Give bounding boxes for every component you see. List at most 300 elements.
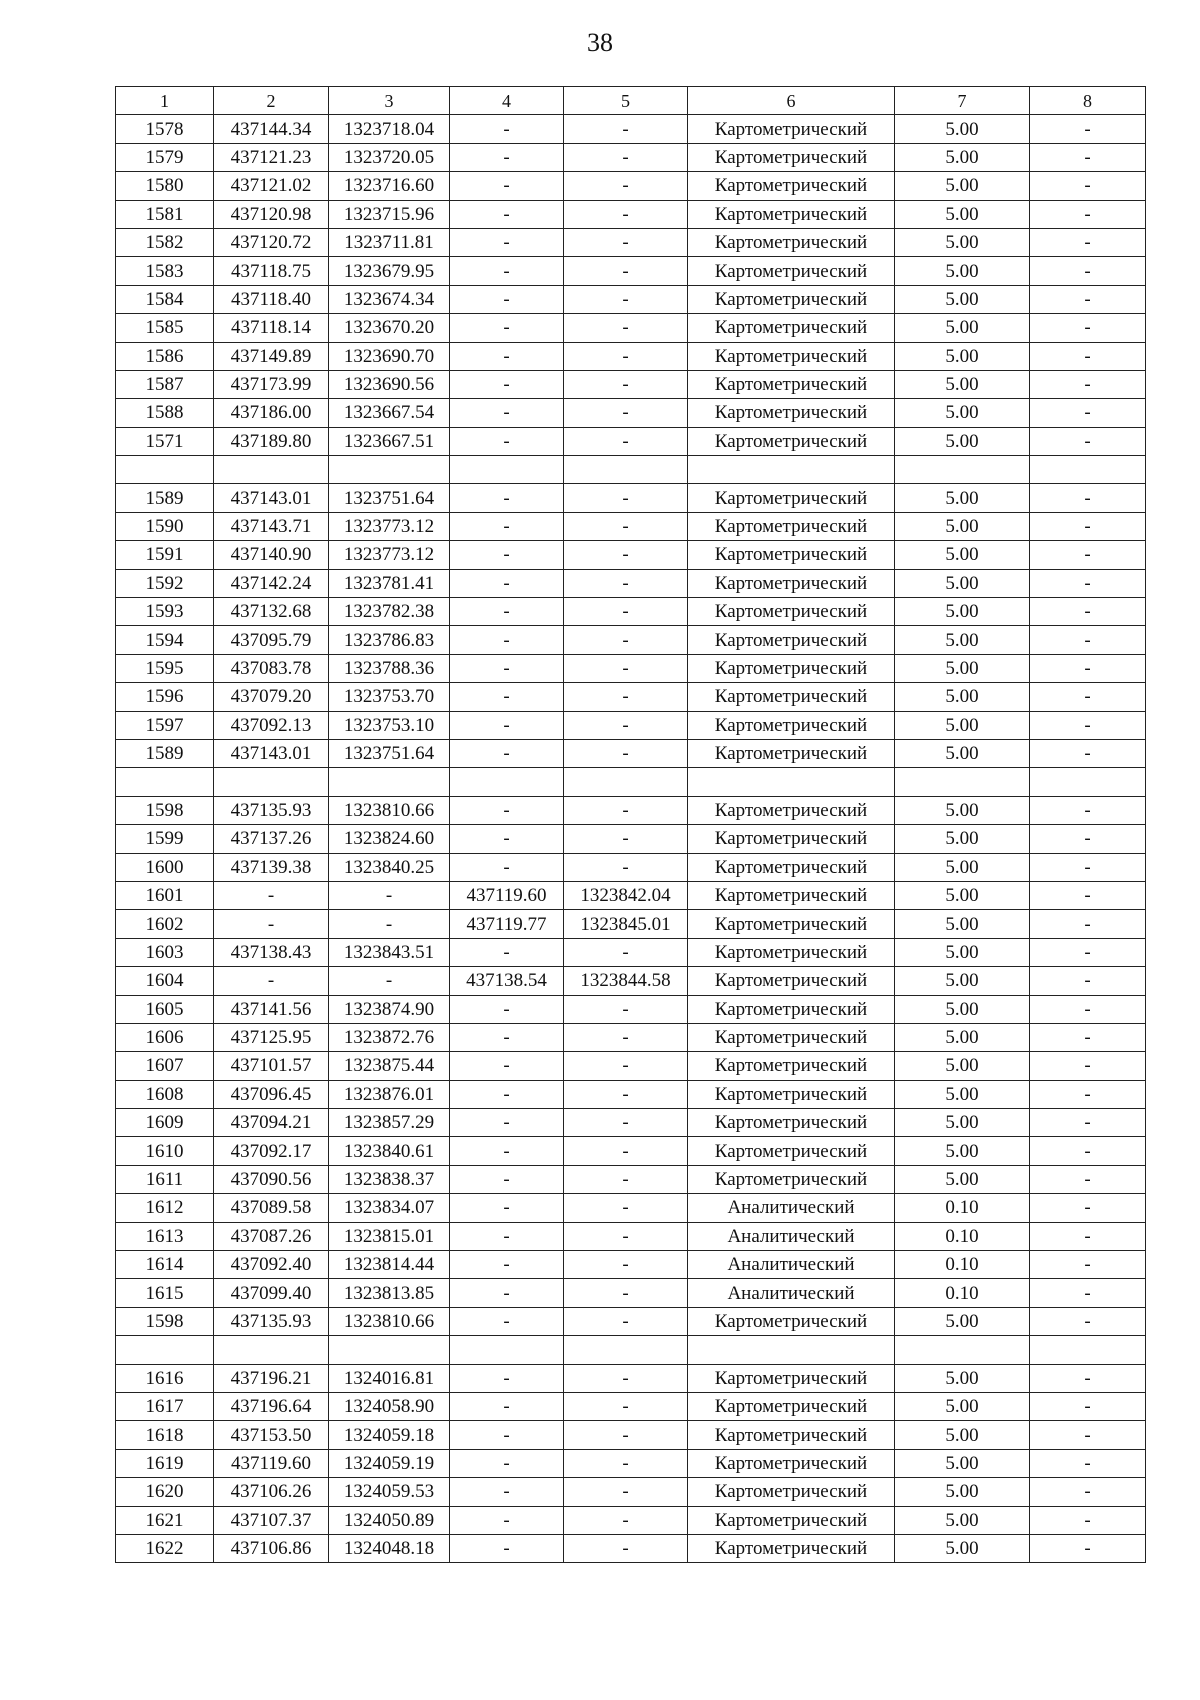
table-row [116, 172, 1146, 200]
note-cell: - [1030, 200, 1146, 228]
point-number-cell: 1589 [116, 739, 214, 767]
x-coordinate-cell: 437143.01 [214, 484, 329, 512]
method-cell: Картометрический [688, 115, 895, 143]
y-coordinate-alt-cell: - [564, 115, 688, 143]
x-coordinate-cell: 437140.90 [214, 541, 329, 569]
x-coordinate-cell: 437106.26 [214, 1478, 329, 1506]
x-coordinate-cell: 437121.02 [214, 172, 329, 200]
method-cell: Картометрический [688, 1109, 895, 1137]
x-coordinate-cell: 437138.43 [214, 938, 329, 966]
note-cell: - [1030, 1222, 1146, 1250]
point-number-cell: 1616 [116, 1364, 214, 1392]
column-header-6: 6 [688, 87, 895, 115]
note-cell: - [1030, 1279, 1146, 1307]
y-coordinate-alt-cell: - [564, 200, 688, 228]
x-coordinate-cell: 437173.99 [214, 370, 329, 398]
table-row [116, 626, 1146, 654]
y-coordinate-cell: 1323874.90 [329, 995, 450, 1023]
method-cell: Картометрический [688, 257, 895, 285]
note-cell: - [1030, 172, 1146, 200]
x-coordinate-cell: 437083.78 [214, 654, 329, 682]
x-coordinate-cell: 437137.26 [214, 825, 329, 853]
note-cell: - [1030, 1307, 1146, 1335]
accuracy-cell: 5.00 [895, 1109, 1030, 1137]
table-row [116, 881, 1146, 909]
y-coordinate-alt-cell: - [564, 1023, 688, 1051]
accuracy-cell: 0.10 [895, 1279, 1030, 1307]
point-number-cell: 1602 [116, 910, 214, 938]
x-coordinate-alt-cell: - [450, 1023, 564, 1051]
x-coordinate-alt-cell: - [450, 314, 564, 342]
x-coordinate-alt-cell: - [450, 1534, 564, 1562]
y-coordinate-cell: 1323690.56 [329, 370, 450, 398]
x-coordinate-alt-cell: - [450, 1251, 564, 1279]
x-coordinate-alt-cell: - [450, 342, 564, 370]
y-coordinate-cell: 1323753.70 [329, 683, 450, 711]
method-cell: Картометрический [688, 569, 895, 597]
y-coordinate-alt-cell: - [564, 569, 688, 597]
y-coordinate-cell: - [329, 967, 450, 995]
x-coordinate-alt-cell: - [450, 853, 564, 881]
x-coordinate-cell: 437120.72 [214, 228, 329, 256]
x-coordinate-alt-cell: - [450, 399, 564, 427]
accuracy-cell: 5.00 [895, 399, 1030, 427]
method-cell: Картометрический [688, 285, 895, 313]
method-cell: Картометрический [688, 654, 895, 682]
y-coordinate-alt-cell: - [564, 711, 688, 739]
point-number-cell: 1619 [116, 1449, 214, 1477]
note-cell: - [1030, 598, 1146, 626]
x-coordinate-cell: 437106.86 [214, 1534, 329, 1562]
x-coordinate-alt-cell [450, 456, 564, 484]
note-cell: - [1030, 853, 1146, 881]
x-coordinate-alt-cell: - [450, 683, 564, 711]
y-coordinate-alt-cell: - [564, 172, 688, 200]
method-cell: Картометрический [688, 1478, 895, 1506]
x-coordinate-alt-cell: 437119.60 [450, 881, 564, 909]
note-cell: - [1030, 143, 1146, 171]
y-coordinate-alt-cell: - [564, 654, 688, 682]
note-cell: - [1030, 796, 1146, 824]
method-cell: Картометрический [688, 1364, 895, 1392]
x-coordinate-alt-cell: - [450, 1392, 564, 1420]
note-cell: - [1030, 1023, 1146, 1051]
method-cell: Аналитический [688, 1251, 895, 1279]
y-coordinate-alt-cell: - [564, 1080, 688, 1108]
separator-row [116, 768, 1146, 796]
method-cell: Картометрический [688, 1307, 895, 1335]
x-coordinate-cell: - [214, 967, 329, 995]
note-cell: - [1030, 314, 1146, 342]
method-cell: Картометрический [688, 484, 895, 512]
accuracy-cell: 5.00 [895, 1137, 1030, 1165]
table-row [116, 370, 1146, 398]
separator-row [116, 456, 1146, 484]
point-number-cell: 1571 [116, 427, 214, 455]
x-coordinate-alt-cell: - [450, 512, 564, 540]
accuracy-cell: 5.00 [895, 654, 1030, 682]
accuracy-cell: 5.00 [895, 683, 1030, 711]
method-cell: Картометрический [688, 342, 895, 370]
y-coordinate-alt-cell: - [564, 484, 688, 512]
x-coordinate-cell: 437186.00 [214, 399, 329, 427]
accuracy-cell: 5.00 [895, 257, 1030, 285]
page-number: 38 [587, 28, 613, 57]
accuracy-cell [895, 456, 1030, 484]
accuracy-cell: 5.00 [895, 796, 1030, 824]
point-number-cell: 1607 [116, 1052, 214, 1080]
note-cell: - [1030, 484, 1146, 512]
x-coordinate-alt-cell: - [450, 541, 564, 569]
method-cell: Картометрический [688, 1421, 895, 1449]
x-coordinate-alt-cell: - [450, 1506, 564, 1534]
x-coordinate-alt-cell: - [450, 257, 564, 285]
column-header-4: 4 [450, 87, 564, 115]
method-cell: Картометрический [688, 172, 895, 200]
y-coordinate-alt-cell: - [564, 683, 688, 711]
point-number-cell: 1614 [116, 1251, 214, 1279]
accuracy-cell: 0.10 [895, 1194, 1030, 1222]
x-coordinate-alt-cell: - [450, 1279, 564, 1307]
note-cell: - [1030, 512, 1146, 540]
y-coordinate-alt-cell: - [564, 342, 688, 370]
method-cell [688, 1336, 895, 1364]
table-header [116, 87, 1146, 115]
accuracy-cell: 5.00 [895, 626, 1030, 654]
note-cell: - [1030, 1534, 1146, 1562]
y-coordinate-cell: 1323838.37 [329, 1165, 450, 1193]
y-coordinate-cell: 1323857.29 [329, 1109, 450, 1137]
x-coordinate-alt-cell: - [450, 1478, 564, 1506]
note-cell: - [1030, 995, 1146, 1023]
y-coordinate-cell: 1324058.90 [329, 1392, 450, 1420]
point-number-cell: 1580 [116, 172, 214, 200]
y-coordinate-cell: 1323751.64 [329, 739, 450, 767]
note-cell [1030, 456, 1146, 484]
table-row [116, 1137, 1146, 1165]
y-coordinate-alt-cell: - [564, 995, 688, 1023]
method-cell: Картометрический [688, 1080, 895, 1108]
point-number-cell: 1603 [116, 938, 214, 966]
accuracy-cell: 5.00 [895, 910, 1030, 938]
accuracy-cell: 5.00 [895, 1449, 1030, 1477]
x-coordinate-alt-cell: 437119.77 [450, 910, 564, 938]
method-cell: Картометрический [688, 1137, 895, 1165]
note-cell: - [1030, 881, 1146, 909]
x-coordinate-alt-cell: - [450, 796, 564, 824]
table-row [116, 1080, 1146, 1108]
x-coordinate-alt-cell [450, 768, 564, 796]
y-coordinate-cell: 1323782.38 [329, 598, 450, 626]
note-cell: - [1030, 1449, 1146, 1477]
x-coordinate-alt-cell: 437138.54 [450, 967, 564, 995]
x-coordinate-alt-cell: - [450, 200, 564, 228]
x-coordinate-cell: 437092.17 [214, 1137, 329, 1165]
y-coordinate-alt-cell [564, 456, 688, 484]
y-coordinate-alt-cell: - [564, 1279, 688, 1307]
table-row [116, 257, 1146, 285]
y-coordinate-cell: 1323690.70 [329, 342, 450, 370]
point-number-cell: 1598 [116, 796, 214, 824]
point-number-cell: 1621 [116, 1506, 214, 1534]
header-row [116, 87, 1146, 115]
method-cell: Картометрический [688, 1165, 895, 1193]
point-number-cell: 1594 [116, 626, 214, 654]
method-cell: Картометрический [688, 314, 895, 342]
method-cell: Картометрический [688, 825, 895, 853]
table-row [116, 115, 1146, 143]
point-number-cell: 1598 [116, 1307, 214, 1335]
y-coordinate-alt-cell: - [564, 314, 688, 342]
method-cell: Картометрический [688, 796, 895, 824]
accuracy-cell: 5.00 [895, 995, 1030, 1023]
x-coordinate-cell: 437118.14 [214, 314, 329, 342]
note-cell: - [1030, 1080, 1146, 1108]
point-number-cell: 1606 [116, 1023, 214, 1051]
x-coordinate-cell [214, 456, 329, 484]
table-row [116, 569, 1146, 597]
method-cell: Картометрический [688, 200, 895, 228]
y-coordinate-cell: 1323670.20 [329, 314, 450, 342]
y-coordinate-cell: 1323840.25 [329, 853, 450, 881]
x-coordinate-cell [214, 1336, 329, 1364]
accuracy-cell: 5.00 [895, 881, 1030, 909]
y-coordinate-alt-cell: - [564, 228, 688, 256]
x-coordinate-alt-cell: - [450, 739, 564, 767]
y-coordinate-cell [329, 456, 450, 484]
point-number-cell: 1620 [116, 1478, 214, 1506]
method-cell: Картометрический [688, 228, 895, 256]
y-coordinate-cell: 1323667.54 [329, 399, 450, 427]
table-row [116, 1449, 1146, 1477]
note-cell: - [1030, 938, 1146, 966]
x-coordinate-cell: 437135.93 [214, 796, 329, 824]
x-coordinate-alt-cell: - [450, 1052, 564, 1080]
point-number-cell: 1586 [116, 342, 214, 370]
accuracy-cell: 5.00 [895, 427, 1030, 455]
y-coordinate-cell: 1323814.44 [329, 1251, 450, 1279]
x-coordinate-cell: 437121.23 [214, 143, 329, 171]
y-coordinate-alt-cell: - [564, 427, 688, 455]
point-number-cell: 1612 [116, 1194, 214, 1222]
method-cell: Аналитический [688, 1194, 895, 1222]
table-row [116, 143, 1146, 171]
table-row [116, 1251, 1146, 1279]
table-row [116, 484, 1146, 512]
table-row [116, 796, 1146, 824]
accuracy-cell [895, 1336, 1030, 1364]
x-coordinate-cell: 437125.95 [214, 1023, 329, 1051]
table-row [116, 598, 1146, 626]
accuracy-cell: 5.00 [895, 739, 1030, 767]
method-cell: Картометрический [688, 1506, 895, 1534]
point-number-cell: 1600 [116, 853, 214, 881]
y-coordinate-alt-cell: - [564, 1307, 688, 1335]
accuracy-cell: 5.00 [895, 1023, 1030, 1051]
x-coordinate-alt-cell: - [450, 654, 564, 682]
table-body [116, 115, 1146, 1563]
y-coordinate-cell: 1323872.76 [329, 1023, 450, 1051]
point-number-cell: 1578 [116, 115, 214, 143]
x-coordinate-cell: - [214, 881, 329, 909]
y-coordinate-cell: 1324059.53 [329, 1478, 450, 1506]
y-coordinate-alt-cell: - [564, 1506, 688, 1534]
x-coordinate-cell: 437132.68 [214, 598, 329, 626]
point-number-cell: 1611 [116, 1165, 214, 1193]
y-coordinate-cell: - [329, 881, 450, 909]
method-cell: Картометрический [688, 399, 895, 427]
y-coordinate-cell: 1323786.83 [329, 626, 450, 654]
y-coordinate-alt-cell [564, 768, 688, 796]
coordinates-table [115, 86, 1146, 1563]
y-coordinate-alt-cell: - [564, 1222, 688, 1250]
point-number-cell: 1590 [116, 512, 214, 540]
table-row [116, 1534, 1146, 1562]
y-coordinate-cell: 1323674.34 [329, 285, 450, 313]
y-coordinate-cell: 1323781.41 [329, 569, 450, 597]
y-coordinate-cell: 1323720.05 [329, 143, 450, 171]
column-header-3: 3 [329, 87, 450, 115]
table-row [116, 995, 1146, 1023]
x-coordinate-cell: 437087.26 [214, 1222, 329, 1250]
y-coordinate-alt-cell: - [564, 796, 688, 824]
y-coordinate-alt-cell: - [564, 1251, 688, 1279]
accuracy-cell: 5.00 [895, 1364, 1030, 1392]
table-row [116, 825, 1146, 853]
x-coordinate-alt-cell [450, 1336, 564, 1364]
y-coordinate-alt-cell: - [564, 1165, 688, 1193]
y-coordinate-cell [329, 1336, 450, 1364]
y-coordinate-cell: 1323875.44 [329, 1052, 450, 1080]
column-header-8: 8 [1030, 87, 1146, 115]
y-coordinate-cell: 1323834.07 [329, 1194, 450, 1222]
note-cell: - [1030, 115, 1146, 143]
accuracy-cell: 5.00 [895, 200, 1030, 228]
x-coordinate-alt-cell: - [450, 1222, 564, 1250]
method-cell [688, 768, 895, 796]
accuracy-cell: 5.00 [895, 598, 1030, 626]
column-header-2: 2 [214, 87, 329, 115]
note-cell: - [1030, 711, 1146, 739]
y-coordinate-alt-cell: - [564, 1364, 688, 1392]
accuracy-cell [895, 768, 1030, 796]
note-cell: - [1030, 825, 1146, 853]
x-coordinate-alt-cell: - [450, 598, 564, 626]
y-coordinate-alt-cell: - [564, 1392, 688, 1420]
x-coordinate-alt-cell: - [450, 1307, 564, 1335]
table-row [116, 1109, 1146, 1137]
table-row [116, 228, 1146, 256]
point-number-cell [116, 768, 214, 796]
y-coordinate-cell: 1323718.04 [329, 115, 450, 143]
note-cell: - [1030, 1109, 1146, 1137]
accuracy-cell: 5.00 [895, 825, 1030, 853]
table-row [116, 853, 1146, 881]
table-row [116, 1421, 1146, 1449]
y-coordinate-cell [329, 768, 450, 796]
note-cell: - [1030, 654, 1146, 682]
x-coordinate-cell: 437120.98 [214, 200, 329, 228]
y-coordinate-cell: 1324050.89 [329, 1506, 450, 1534]
y-coordinate-alt-cell [564, 1336, 688, 1364]
x-coordinate-alt-cell: - [450, 1421, 564, 1449]
point-number-cell: 1622 [116, 1534, 214, 1562]
accuracy-cell: 5.00 [895, 115, 1030, 143]
method-cell: Картометрический [688, 881, 895, 909]
method-cell: Картометрический [688, 541, 895, 569]
y-coordinate-alt-cell: - [564, 512, 688, 540]
y-coordinate-cell: 1323773.12 [329, 512, 450, 540]
note-cell: - [1030, 569, 1146, 597]
note-cell: - [1030, 1165, 1146, 1193]
y-coordinate-cell: 1323876.01 [329, 1080, 450, 1108]
note-cell: - [1030, 541, 1146, 569]
x-coordinate-cell: 437149.89 [214, 342, 329, 370]
point-number-cell: 1604 [116, 967, 214, 995]
x-coordinate-alt-cell: - [450, 115, 564, 143]
accuracy-cell: 5.00 [895, 370, 1030, 398]
point-number-cell: 1588 [116, 399, 214, 427]
y-coordinate-alt-cell: - [564, 1194, 688, 1222]
accuracy-cell: 5.00 [895, 541, 1030, 569]
point-number-cell [116, 456, 214, 484]
x-coordinate-cell: 437096.45 [214, 1080, 329, 1108]
point-number-cell: 1587 [116, 370, 214, 398]
method-cell: Картометрический [688, 370, 895, 398]
accuracy-cell: 5.00 [895, 314, 1030, 342]
x-coordinate-cell: 437196.21 [214, 1364, 329, 1392]
method-cell [688, 456, 895, 484]
table-row [116, 1165, 1146, 1193]
table-row [116, 1478, 1146, 1506]
method-cell: Картометрический [688, 427, 895, 455]
point-number-cell: 1583 [116, 257, 214, 285]
point-number-cell: 1618 [116, 1421, 214, 1449]
accuracy-cell: 5.00 [895, 1506, 1030, 1534]
point-number-cell: 1605 [116, 995, 214, 1023]
point-number-cell: 1595 [116, 654, 214, 682]
y-coordinate-alt-cell: - [564, 1052, 688, 1080]
accuracy-cell: 5.00 [895, 285, 1030, 313]
table-row [116, 285, 1146, 313]
table-row [116, 1307, 1146, 1335]
x-coordinate-alt-cell: - [450, 370, 564, 398]
accuracy-cell: 5.00 [895, 143, 1030, 171]
x-coordinate-cell: 437144.34 [214, 115, 329, 143]
point-number-cell: 1610 [116, 1137, 214, 1165]
point-number-cell: 1591 [116, 541, 214, 569]
x-coordinate-cell: 437090.56 [214, 1165, 329, 1193]
y-coordinate-cell: 1323824.60 [329, 825, 450, 853]
note-cell: - [1030, 342, 1146, 370]
y-coordinate-cell: 1323810.66 [329, 1307, 450, 1335]
point-number-cell: 1599 [116, 825, 214, 853]
method-cell: Картометрический [688, 512, 895, 540]
y-coordinate-alt-cell: - [564, 143, 688, 171]
x-coordinate-cell: 437118.40 [214, 285, 329, 313]
y-coordinate-cell: 1324048.18 [329, 1534, 450, 1562]
accuracy-cell: 0.10 [895, 1222, 1030, 1250]
x-coordinate-cell: 437119.60 [214, 1449, 329, 1477]
x-coordinate-cell: 437099.40 [214, 1279, 329, 1307]
x-coordinate-alt-cell: - [450, 626, 564, 654]
x-coordinate-alt-cell: - [450, 995, 564, 1023]
note-cell: - [1030, 1052, 1146, 1080]
x-coordinate-cell: 437094.21 [214, 1109, 329, 1137]
y-coordinate-alt-cell: - [564, 598, 688, 626]
table-row [116, 200, 1146, 228]
x-coordinate-cell: 437139.38 [214, 853, 329, 881]
